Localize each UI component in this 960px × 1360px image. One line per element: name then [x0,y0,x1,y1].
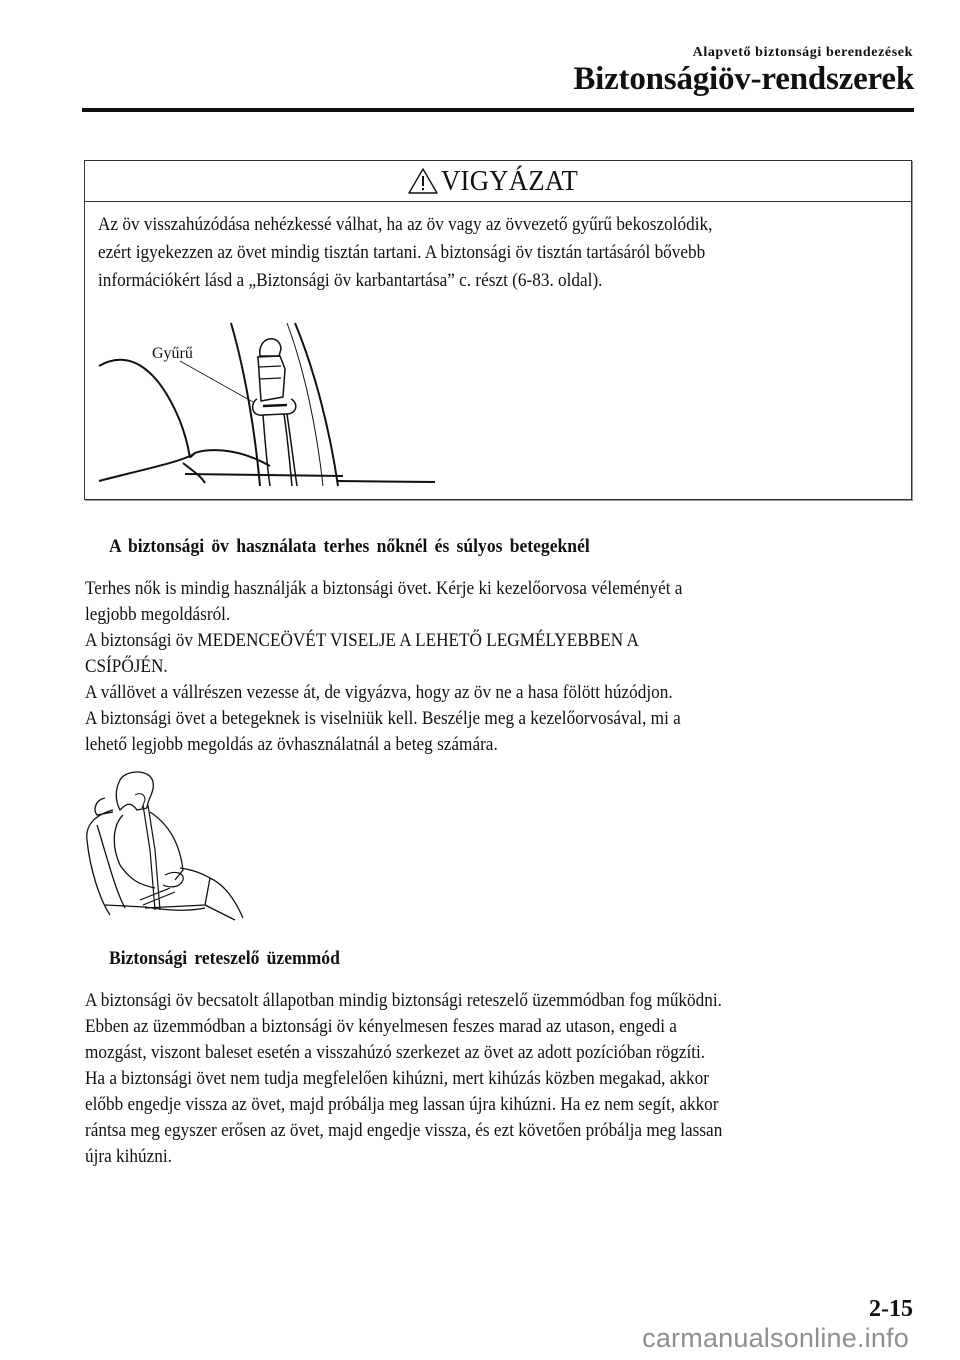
body-line: Ebben az üzemmódban a biztonsági öv kényelmesen feszes marad az utason, engedi a [85,1017,677,1037]
section-body-pregnant [85,576,682,758]
seat-outline [87,810,113,915]
body-line: Terhes nők is mindig használják a biztonsági övet. Kérje ki kezelőorvosa véleményét a [85,579,683,599]
woman-head [116,772,153,810]
body-line: Ha a biztonsági övet nem tudja megfelelően kihúzni, mert kihúzás közben megakad, akkor [85,1069,709,1089]
warning-line: információkért lásd a „Biztonsági öv karbantartása” c. részt (6-83. oldal). [98,271,603,291]
body-line: újra kihúzni. [85,1147,172,1167]
header-rule [82,108,914,112]
guide-ring [253,399,296,415]
body-line: A biztonsági övet a betegeknek is viselniük kell. Beszélje meg a kezelőorvosával, mi a [85,709,681,729]
warning-title: VIGYÁZAT [440,164,578,197]
section-body-locking [85,988,722,1170]
section-heading-locking: Biztonsági reteszelő üzemmód [109,949,340,969]
body-line: lehető legjobb megoldás az övhasználatnál a beteg számára. [85,735,498,755]
body-line: legjobb megoldásról. [85,605,231,625]
warning-header [85,161,911,202]
section-heading-pregnant: A biztonsági öv használata terhes nőknél és súlyos betegeknél [109,537,590,557]
shoulder-belt [143,805,160,910]
pregnant-woman-illustration [85,770,255,935]
seatbelt-ring-illustration [85,311,465,506]
warning-triangle-icon [407,167,439,195]
body-line: A biztonsági öv becsatolt állapotban mindig biztonsági reteszelő üzemmódban fog működni. [85,991,722,1011]
body-line: A biztonsági öv MEDENCEÖVÉT VISELJE A LEHETŐ LEGMÉLYEBBEN A [85,631,639,651]
body-line: A vállövet a vállrészen vezesse át, de vigyázva, hogy az öv ne a hasa fölött húzódjon. [85,683,673,703]
belt-anchor [260,339,281,356]
ring-label: Gyűrű [152,345,193,362]
warning-line: Az öv visszahúzódása nehézkessé válhat, ha az öv vagy az övvezető gyűrű bekoszolódik, [98,215,713,235]
body-line: mozgást, viszont baleset esetén a visszahúzó szerkezet az övet az adott pozícióban rögzíti. [85,1043,706,1063]
lap-belt [140,888,175,905]
body-line: CSÍPŐJÉN. [85,657,168,677]
page-title: Biztonságiöv-rendszerek [573,61,914,97]
seat-top-line [99,453,195,481]
body-line: rántsa meg egyszer erősen az övet, majd engedje vissza, és ezt követően próbálja meg lassan [85,1121,723,1141]
page-number: 2-15 [869,1296,913,1322]
warning-text [98,211,849,295]
warning-box [84,160,912,500]
body-line: előbb engedje vissza az övet, majd próbálja meg lassan újra kihúzni. Ha ez nem segít, akkor [85,1095,719,1115]
pillar-left-edge [231,323,260,486]
pillar-right-edge [295,323,338,486]
watermark-link[interactable]: carmanualsonline.info [642,1323,909,1353]
woman-legs [205,878,243,920]
woman-body [114,815,155,888]
warning-line: ezért igyekezzen az övet mindig tisztán tartani. A biztonsági öv tisztán tartásáról bővebb [98,243,706,263]
woman-hands [163,873,183,887]
header-section-label: Alapvető biztonsági berendezések [692,45,913,60]
